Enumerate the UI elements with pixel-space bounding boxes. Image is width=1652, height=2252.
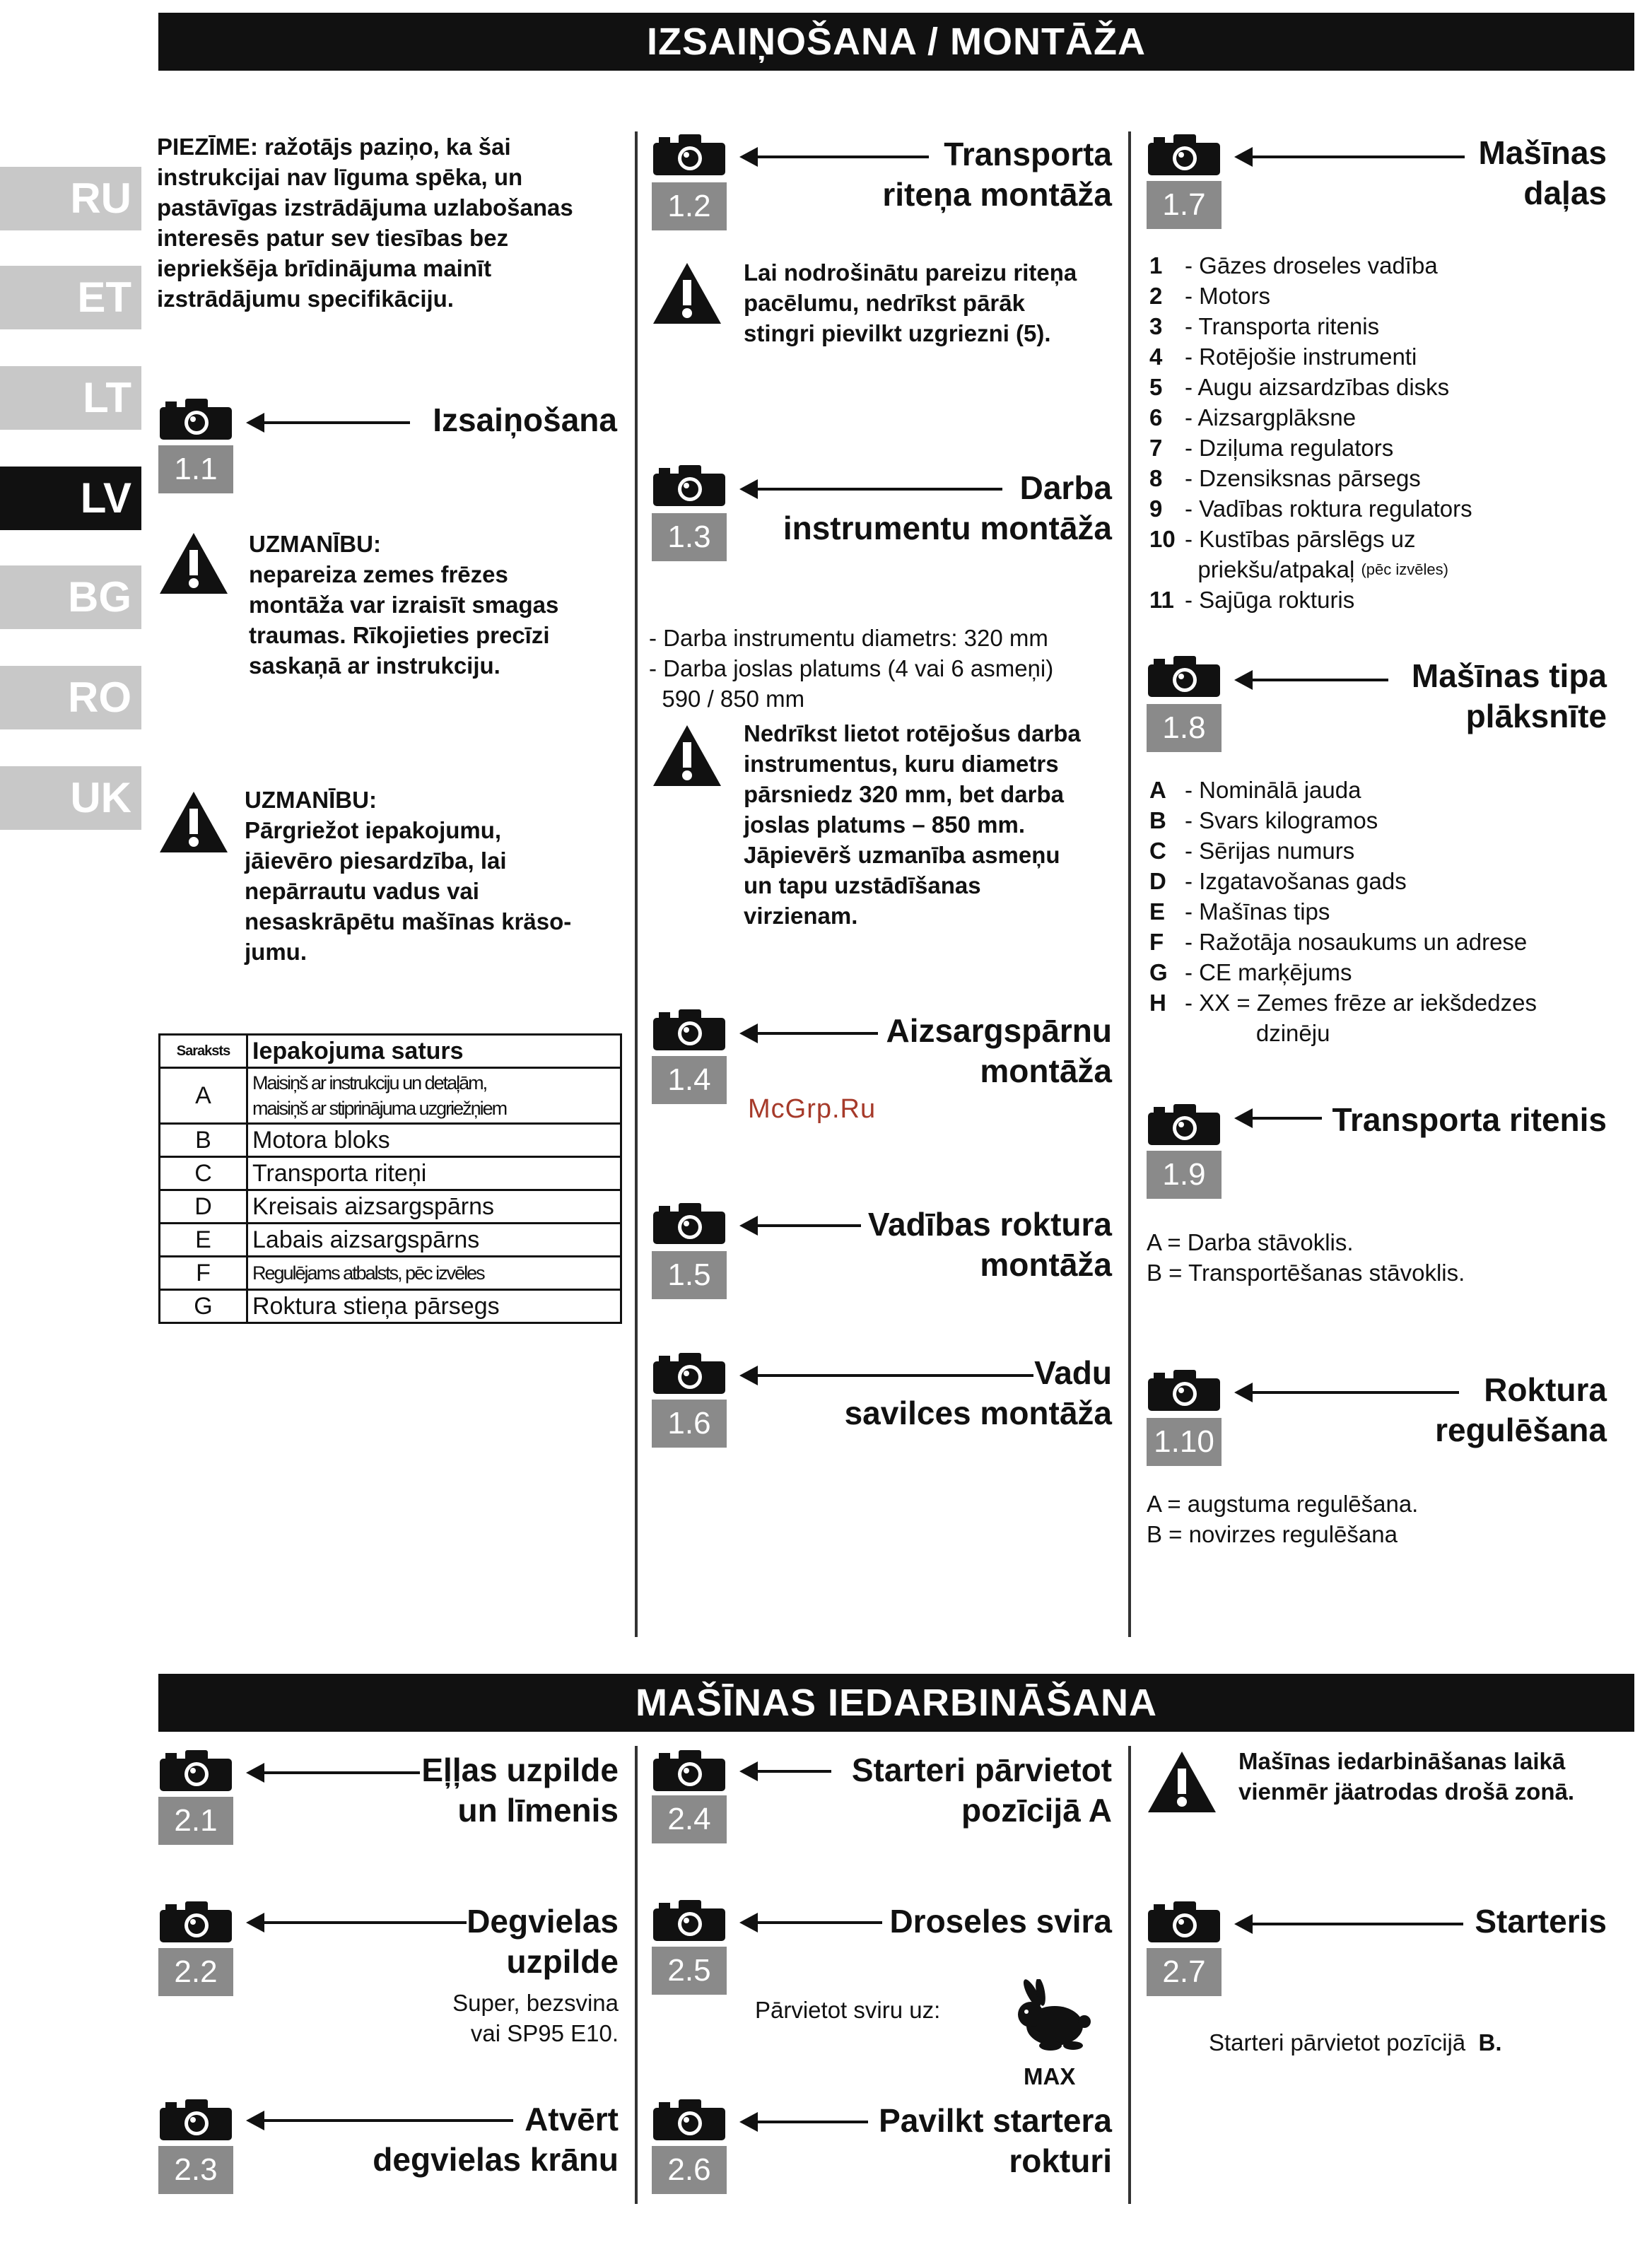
tab-lt[interactable]: LT — [0, 366, 141, 430]
arrow-left-icon — [744, 1770, 831, 1773]
warning-text: UZMANĪBU: nepareiza zemes frēzes montāža var izraisīt smagas traumas. Rīkojieties precīzi saskaņā ar instrukciju. — [249, 531, 559, 679]
list-item: priekšu/atpakaļ (pēc izvēles) — [1185, 556, 1448, 582]
list-item: 9 - Vadības roktura regulators — [1149, 495, 1472, 522]
step-number: 1.9 — [1147, 1151, 1222, 1199]
warning-icon — [1147, 1750, 1217, 1814]
camera-icon — [652, 464, 727, 508]
warning-icon — [158, 790, 229, 854]
warning-icon — [652, 262, 722, 325]
table-row: D Kreisais aizsargspārns — [160, 1190, 621, 1224]
list-item: E - Mašīnas tips — [1149, 898, 1330, 925]
camera-icon — [652, 1008, 727, 1052]
arrow-left-icon — [1238, 156, 1465, 158]
wheel-positions: A = Darba stāvoklis. B = Transportēšanas stāvoklis. — [1147, 1229, 1465, 1286]
list-item: A - Nominālā jauda — [1149, 777, 1361, 803]
parts-list — [1149, 250, 1472, 615]
camera-icon — [652, 2098, 727, 2142]
list-item: 7 - Dziļuma regulators — [1149, 435, 1394, 461]
warning-text: Nedrīkst lietot rotējošus darba instrumentus, kuru diametrs pārsniedz 320 mm, bet darba joslas platums – 850 mm. Jāpievērš uzmanība asmeņu un tapu uzstādīšanas virzienam. — [744, 720, 1081, 929]
arrow-left-icon — [744, 1921, 882, 1924]
arrow-left-icon — [250, 421, 410, 424]
step-number: 1.3 — [652, 513, 727, 561]
arrow-left-icon — [1238, 1391, 1459, 1394]
arrow-left-icon — [744, 1224, 861, 1227]
camera-icon — [158, 397, 233, 441]
step-number: 1.4 — [652, 1056, 727, 1104]
arrow-left-icon — [250, 1771, 420, 1774]
step-number: 2.5 — [652, 1947, 727, 1995]
section-title: Vadības roktura montāža — [867, 1206, 1112, 1283]
table-header: Saraksts — [160, 1035, 247, 1068]
section-title: Transporta ritenis — [1332, 1101, 1607, 1138]
list-item: 5 - Augu aizsardzības disks — [1149, 374, 1450, 400]
tab-et[interactable]: ET — [0, 266, 141, 329]
section-title: Degvielas uzpilde — [467, 1903, 619, 1980]
lever-instruction: Pārvietot sviru uz: — [755, 1997, 941, 2023]
arrow-left-icon — [1238, 1923, 1463, 1925]
tab-uk[interactable]: UK — [0, 766, 141, 830]
tab-ro[interactable]: RO — [0, 666, 141, 729]
warning-text: Lai nodrošinātu pareizu riteņa pacēlumu, nedrīkst pārāk stingri pievilkt uzgriezni (5). — [744, 259, 1077, 346]
warning-icon — [652, 724, 722, 787]
list-item: 1 - Gāzes droseles vadība — [1149, 252, 1438, 278]
column-divider — [1128, 1746, 1131, 2204]
section-title: Droseles svira — [889, 1903, 1112, 1940]
section-title: Darba instrumentu montāža — [783, 469, 1112, 546]
starter-instruction: Starteri pārvietot pozīcijā B. — [1209, 2029, 1502, 2055]
table-row: F Regulējams atbalsts, pēc izvēles — [160, 1257, 621, 1290]
section-title: Mašīnas tipa plāksnīte — [1411, 657, 1607, 734]
table-header: Iepakojuma saturs — [247, 1035, 621, 1068]
arrow-left-icon — [250, 1921, 467, 1924]
list-item: B - Svars kilogramos — [1149, 807, 1378, 833]
camera-icon — [652, 1899, 727, 1942]
step-number: 1.1 — [158, 445, 233, 493]
camera-icon — [652, 1202, 727, 1245]
manufacturer-note: PIEZĪME: ražotājs paziņo, ka šai instrukcijai nav līguma spēka, un pastāvīgas izstrādājuma uzlabošanas interesēs patur sev tiesības bez iepriekšēja brīdinājuma mainīt izstrādājumu specifikāciju. — [157, 134, 573, 312]
section-title: Pavilkt startera rokturi — [879, 2102, 1112, 2179]
list-item: F - Ražotāja nosaukums un adrese — [1149, 929, 1528, 955]
column-divider — [635, 1746, 638, 2204]
section-title: Transporta riteņa montāža — [882, 136, 1112, 213]
camera-icon — [1147, 1368, 1222, 1412]
step-number: 2.4 — [652, 1795, 727, 1843]
step-number: 2.3 — [158, 2146, 233, 2194]
camera-icon — [158, 2098, 233, 2142]
camera-icon — [158, 1749, 233, 1793]
step-number: 1.7 — [1147, 181, 1222, 229]
table-row: A Maisiņš ar instrukciju un detaļām, maisiņš ar stiprinājuma uzgriežņiem — [160, 1068, 621, 1124]
list-item: D - Izgatavošanas gads — [1149, 868, 1407, 894]
step-number: 1.6 — [652, 1400, 727, 1448]
list-item: 11 - Sajūga rokturis — [1149, 587, 1355, 613]
arrow-left-icon — [1238, 1117, 1322, 1120]
camera-icon — [1147, 655, 1222, 698]
step-number: 1.2 — [652, 182, 727, 230]
warning-text: Mašīnas iedarbināšanas laikā vienmēr jäatrodas drošā zonā. — [1238, 1748, 1575, 1805]
camera-icon — [652, 1351, 727, 1395]
section-header-assembly: IZSAIŅOŠANA / MONTĀŽA — [158, 13, 1634, 71]
arrow-left-icon — [744, 1032, 878, 1035]
type-plate-list — [1149, 775, 1537, 1048]
section-title: Roktura regulēšana — [1435, 1371, 1607, 1448]
rabbit-icon — [1011, 1979, 1096, 2053]
list-item: C - Sērijas numurs — [1149, 838, 1355, 864]
warning-text: UZMANĪBU: Pārgriežot iepakojumu, jāievēro piesardzība, lai nepārrautu vadus vai nesaskrāpētu mašīnas kräso- jumu. — [245, 787, 572, 965]
table-row: E Labais aizsargspārns — [160, 1224, 621, 1257]
list-item: 4 - Rotējošie instrumenti — [1149, 344, 1417, 370]
camera-icon — [158, 1900, 233, 1944]
step-number: 2.2 — [158, 1948, 233, 1996]
step-number: 1.8 — [1147, 704, 1222, 752]
step-number: 2.1 — [158, 1797, 233, 1845]
table-row: G Roktura stieņa pārsegs — [160, 1290, 621, 1323]
list-item: 8 - Dzensiksnas pārsegs — [1149, 465, 1421, 491]
section-title: Starteri pārvietot pozīcijā A — [851, 1752, 1112, 1829]
step-number: 2.7 — [1147, 1948, 1222, 1996]
list-item: 3 - Transporta ritenis — [1149, 313, 1380, 339]
table-row: C Transporta riteņi — [160, 1157, 621, 1190]
section-title: Izsaiņošana — [433, 401, 617, 438]
spec-list: - Darba instrumentu diametrs: 320 mm - Darba joslas platums (4 vai 6 asmeņi) 590 / 850 mm — [649, 625, 1054, 712]
step-number: 2.6 — [652, 2146, 727, 2194]
camera-icon — [1147, 133, 1222, 177]
section-title: Starteris — [1475, 1903, 1607, 1940]
list-item: 6 - Aizsargplāksne — [1149, 404, 1357, 430]
arrow-left-icon — [744, 2121, 868, 2123]
camera-icon — [652, 133, 727, 177]
section-title: Vadu savilces montāža — [844, 1354, 1112, 1431]
section-header-start: MAŠĪNAS IEDARBINĀŠANA — [158, 1674, 1634, 1732]
tab-bg[interactable]: BG — [0, 565, 141, 629]
list-item: 2 - Motors — [1149, 283, 1271, 309]
max-label: MAX — [1024, 2063, 1076, 2089]
list-item: H - XX = Zemes frēze ar iekšdedzes — [1149, 990, 1537, 1016]
tab-ru[interactable]: RU — [0, 167, 141, 230]
handle-adjustments: A = augstuma regulēšana. B = novirzes regulēšana — [1147, 1491, 1419, 1547]
list-item: G - CE marķējums — [1149, 959, 1352, 985]
column-divider — [635, 131, 638, 1637]
section-title: Aizsargspārnu montāža — [886, 1012, 1112, 1089]
table-row: B Motora bloks — [160, 1124, 621, 1157]
step-number: 1.10 — [1147, 1418, 1222, 1466]
column-divider — [1128, 131, 1131, 1637]
section-title: Atvērt degvielas krānu — [373, 2101, 619, 2178]
tab-lv[interactable]: LV — [0, 467, 141, 530]
step-number: 1.5 — [652, 1251, 727, 1299]
section-title: Mašīnas daļas — [1478, 134, 1607, 211]
arrow-left-icon — [1238, 679, 1388, 681]
list-item: 10 - Kustības pārslēgs uz — [1149, 526, 1416, 552]
list-item: dzinēju — [1185, 1020, 1330, 1046]
camera-icon — [1147, 1103, 1222, 1146]
camera-icon — [652, 1749, 727, 1793]
watermark: McGrp.Ru — [748, 1094, 877, 1124]
section-title: Eļļas uzpilde un līmenis — [421, 1752, 619, 1829]
fuel-type-note: Super, bezsvina vai SP95 E10. — [452, 1990, 619, 2046]
camera-icon — [1147, 1900, 1222, 1944]
warning-icon — [158, 532, 229, 595]
packaging-table — [158, 1033, 622, 1324]
